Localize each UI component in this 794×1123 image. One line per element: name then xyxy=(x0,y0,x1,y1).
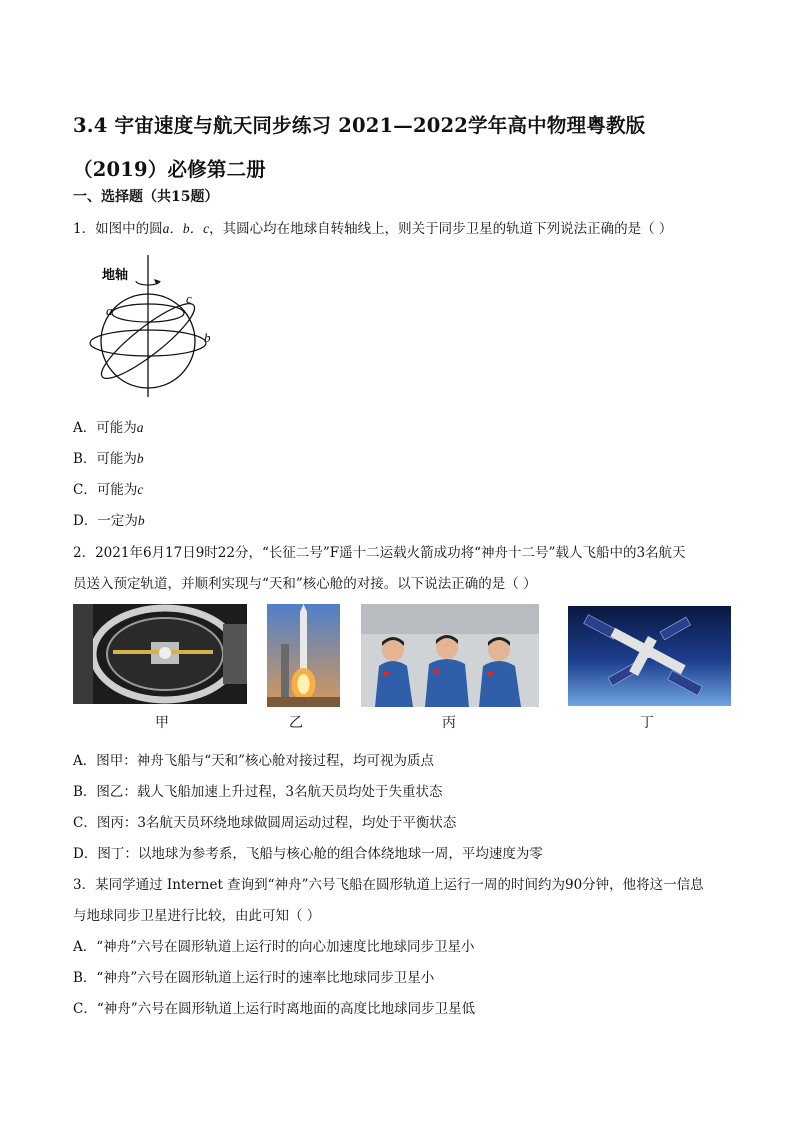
q3-option-c[interactable]: C．“神舟”六号在圆形轨道上运行时离地面的高度比地球同步卫星低 xyxy=(73,1001,476,1017)
q1-stem-vars: a．b．c xyxy=(162,221,210,236)
q3-option-b[interactable]: B．“神舟”六号在圆形轨道上运行时的速率比地球同步卫星小 xyxy=(73,970,435,986)
photo-astronauts xyxy=(361,604,539,707)
q3-option-a[interactable]: A．“神舟”六号在圆形轨道上运行时的向心加速度比地球同步卫星小 xyxy=(73,939,475,955)
title-line-1: 3.4 宇宙速度与航天同步练习 2021—2022学年高中物理粤教版 xyxy=(73,114,646,137)
q1-stem-suffix: ，其圆心均在地球自转轴线上，则关于同步卫星的轨道下列说法正确的是（ ） xyxy=(209,221,673,237)
question-2-stem-line-2: 员送入预定轨道，并顺利实现与“天和”核心舱的对接。以下说法正确的是（ ） xyxy=(73,576,537,592)
question-3-stem-line-1: 3．某同学通过 Internet 查询到“神舟”六号飞船在圆形轨道上运行一周的时间约为90分钟，他将这一信息 xyxy=(73,877,704,893)
q2-option-b[interactable]: B．图乙：载人飞船加速上升过程，3名航天员均处于失重状态 xyxy=(73,784,443,800)
q1-option-c-var: c xyxy=(137,482,144,497)
q1-option-c[interactable] xyxy=(73,478,143,498)
q1-option-b[interactable] xyxy=(73,447,144,467)
photo-space-station xyxy=(568,606,731,706)
caption-bing: 丙 xyxy=(442,715,456,731)
caption-yi: 乙 xyxy=(289,715,303,731)
q2-option-d[interactable]: D．图丁：以地球为参考系，飞船与核心舱的组合体绕地球一周，平均速度为零 xyxy=(73,846,543,862)
q1-stem-prefix: 1．如图中的圆 xyxy=(73,221,163,237)
label-a: a xyxy=(106,303,113,318)
label-b: b xyxy=(204,330,211,345)
document-title xyxy=(73,104,733,192)
earth-orbit-figure xyxy=(88,255,218,400)
q1-option-d[interactable] xyxy=(73,509,145,529)
q1-option-a[interactable] xyxy=(73,416,144,436)
question-1-stem xyxy=(73,217,672,237)
q1-option-d-var: b xyxy=(137,513,145,528)
q1-option-b-var: b xyxy=(136,451,144,466)
q2-option-c[interactable]: C．图丙：3名航天员环绕地球做圆周运动过程，均处于平衡状态 xyxy=(73,815,457,831)
rotation-arrowhead-icon xyxy=(154,279,160,284)
axis-label: 地轴 xyxy=(102,268,129,283)
title-line-2: （2019）必修第二册 xyxy=(73,158,266,181)
question-2-stem-line-1: 2．2021年6月17日9时22分，“长征二号”F遥十二运载火箭成功将“神舟十二号”载人飞船中的3名航天 xyxy=(73,545,686,561)
question-3-stem-line-2: 与地球同步卫星进行比较，由此可知（ ） xyxy=(73,908,321,924)
section-heading: 一、选择题（共15题） xyxy=(73,189,219,205)
label-c: c xyxy=(186,291,192,306)
q1-option-b-text: B．可能为 xyxy=(73,451,137,467)
photo-docking xyxy=(73,604,247,704)
q1-option-c-text: C．可能为 xyxy=(73,482,138,498)
q1-option-d-text: D．一定为 xyxy=(73,513,138,529)
caption-jia: 甲 xyxy=(155,715,169,731)
q1-option-a-text: A．可能为 xyxy=(73,420,137,436)
q2-option-a[interactable]: A．图甲：神舟飞船与“天和”核心舱对接过程，均可视为质点 xyxy=(73,753,435,769)
photo-rocket-launch xyxy=(267,604,340,707)
caption-ding: 丁 xyxy=(640,715,654,731)
q1-option-a-var: a xyxy=(136,420,144,435)
